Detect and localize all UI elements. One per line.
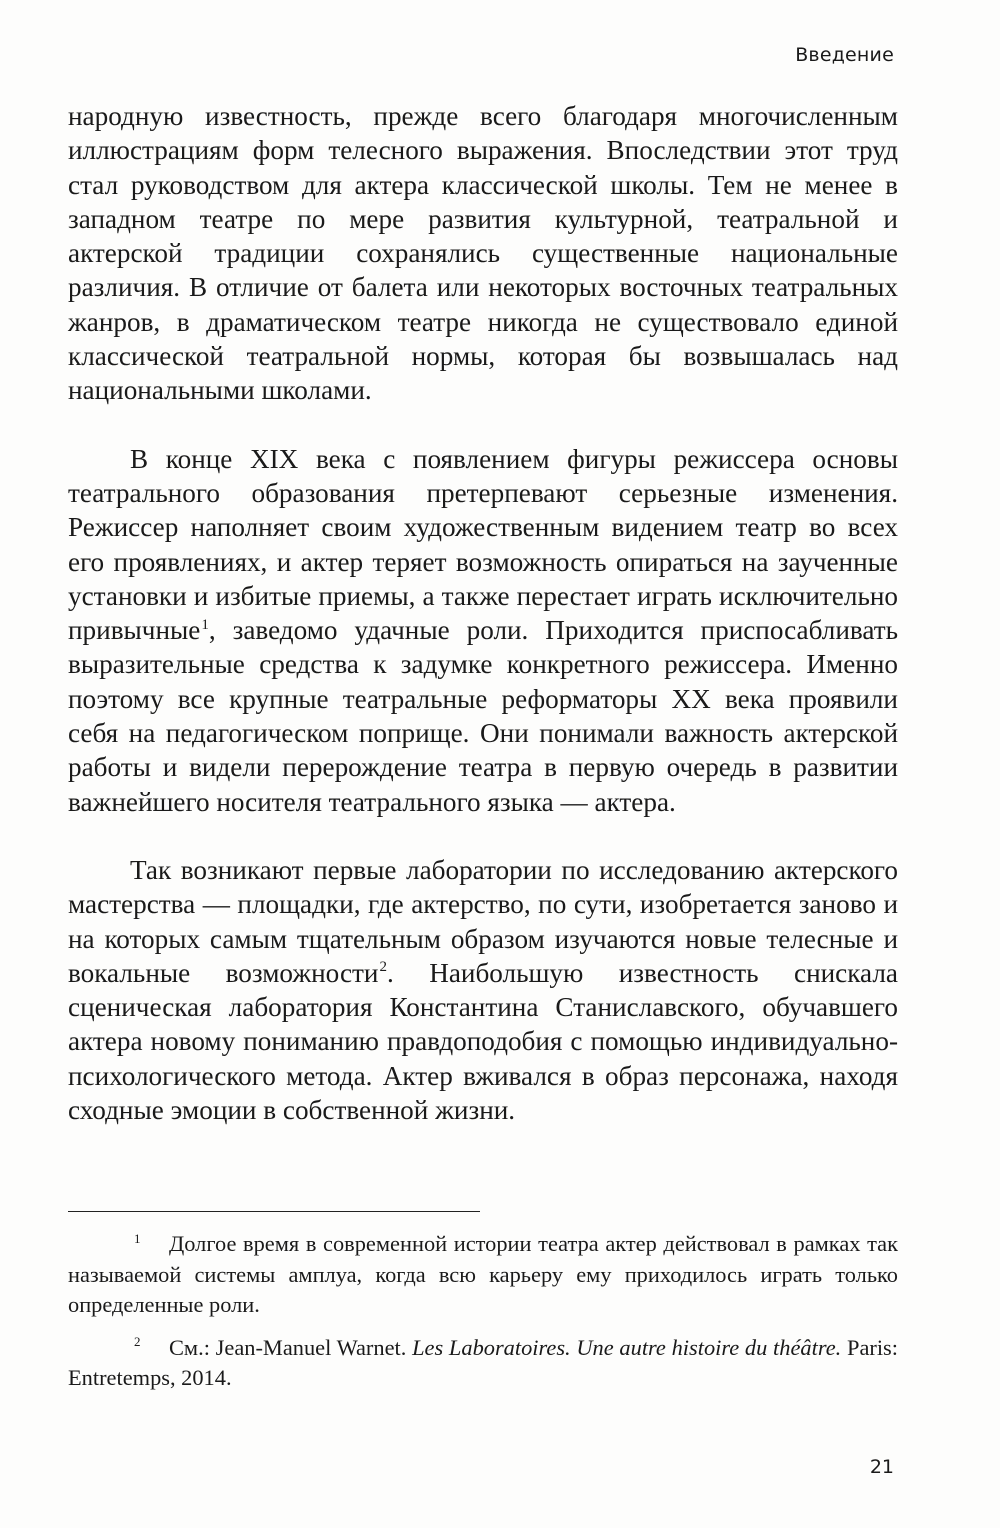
paragraph-2: [68, 442, 898, 819]
paragraph-3-text-b: . Наибольшую известность снискала сценическая лаборатория Константина Станиславского, обучавшего актера новому пониманию правдоподобия с помощью индивидуально-психологического метода. Актер вживался в образ персонажа, находя сходные эмоции в собственной жизни.: [68, 957, 898, 1126]
footnotes: [68, 1229, 898, 1394]
paragraph-2-text-a: В конце XIX века с появлением фигуры режиссера основы театрального образования претерпевают серьезные изменения. Режиссер наполняет своим художественным видением театр во всех его проявлениях, и актер теряет возможность опираться на заученные установки и избитые приемы, а также перестает играть исключительно привычные: [68, 443, 898, 646]
running-title: Введение: [795, 44, 894, 66]
footnote-1: 1 Долгое время в современной истории театра актер действовал в рамках так называемой системы амплуа, когда всю карьеру ему приходилось играть только определенные роли.: [68, 1230, 898, 1317]
footnote-text: Долгое время в современной истории театра актер действовал в рамках так называемой системы амплуа, когда всю карьеру ему приходилось играть только определенные роли.: [68, 1231, 898, 1317]
paragraph-3-text-a: Так возникают первые лаборатории по исследованию актерского мастерства — площадки, где актерство, по сути, изобретается заново и на которых самым тщательным образом изучаются новые телесные и вокальные возможности: [68, 854, 898, 988]
footnote-ref-2[interactable]: 2: [379, 959, 387, 976]
footnote-suffix: Paris: Entretemps, 2014.: [68, 1334, 898, 1390]
main-text: [68, 99, 898, 1127]
page-number: 21: [869, 1456, 894, 1478]
footnote-prefix: См.: Jean-Manuel Warnet.: [169, 1334, 413, 1360]
paragraph-2-text-b: , заведомо удачные роли. Приходится приспосабливать выразительные средства к задумке конкретного режиссера. Именно поэтому все крупные театральные реформаторы XX века проявили себя на педагогическом поприще. Они понимали важность актерской работы и видели перерождение театра в первую очередь в развитии важнейшего носителя театрального языка — актера.: [68, 615, 898, 817]
footnote-2: 2 См.: Jean-Manuel Warnet. Les Laboratoires. Une autre histoire du théâtre. Paris: Entretemps, 2014.: [68, 1334, 898, 1390]
paragraph-3: [68, 853, 898, 1127]
footnote-ref-1[interactable]: 1: [201, 616, 209, 633]
footnote-book-title: Les Laboratoires. Une autre histoire du théâtre.: [412, 1334, 842, 1360]
footnote-divider: [68, 1211, 480, 1212]
paragraph-1: народную известность, прежде всего благодаря многочисленным иллюстрациям форм телесного выражения. Впоследствии этот труд стал руководством для актера классической школы. Тем не менее в западном театре по мере развития культурной, театральной и актерской традиции сохранялись существенные национальные различия. В отличие от балета или некоторых восточных театральных жанров, в драматическом театре никогда не существовало единой классической театральной нормы, которая бы возвышалась над национальными школами.: [68, 101, 898, 406]
